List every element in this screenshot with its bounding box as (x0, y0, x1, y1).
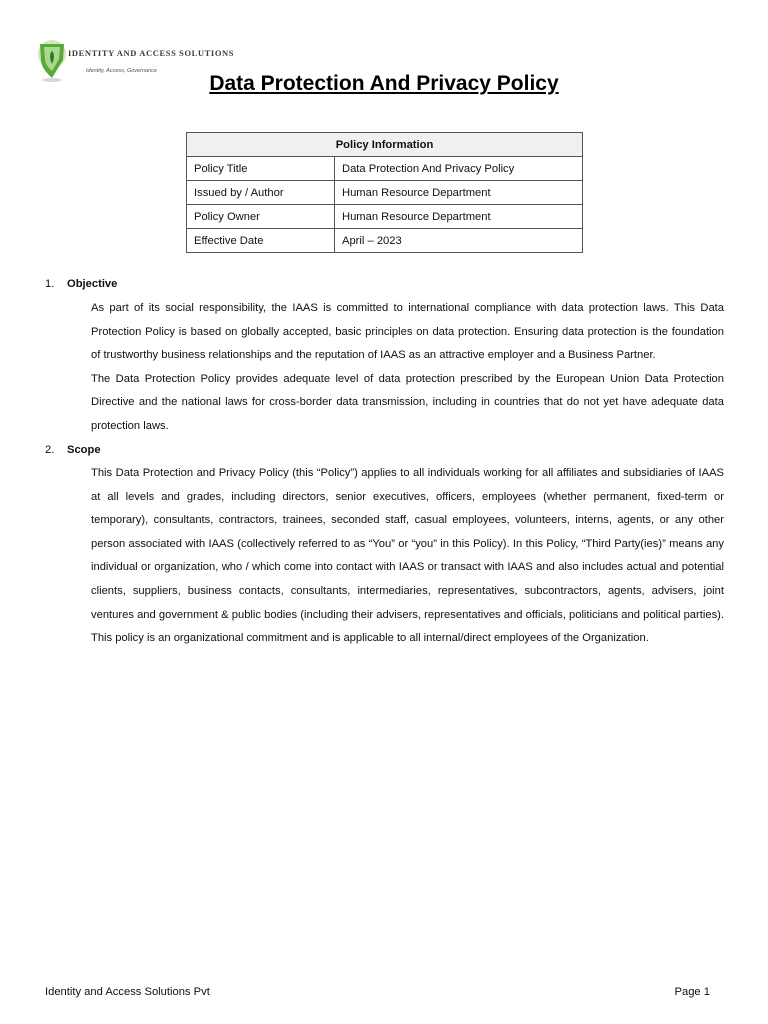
row-label: Policy Owner (187, 205, 335, 229)
row-value: April – 2023 (335, 229, 583, 253)
section-title: Objective (67, 278, 118, 290)
row-value: Human Resource Department (335, 205, 583, 229)
company-name: IDENTITY AND ACCESS SOLUTIONS (68, 48, 235, 58)
paragraph: As part of its social responsibility, the IAAS is committed to international compliance with data protection laws. This Data Protection Policy is based on globally accepted, basic principles on data protection. Ensuring data protection is the foundation of trustworthy business relationships and the reputation of IAAS as an attractive employer and a Business Partner. (91, 302, 724, 362)
table-row (187, 181, 583, 205)
section-number: 2. (45, 444, 55, 456)
row-value: Data Protection And Privacy Policy (335, 157, 583, 181)
row-label: Policy Title (187, 157, 335, 181)
section-heading-objective (45, 278, 117, 290)
table-heading: Policy Information (187, 133, 583, 157)
row-label: Issued by / Author (187, 181, 335, 205)
paragraph: This Data Protection and Privacy Policy (this “Policy”) applies to all individuals working for all affiliates and subsidiaries of IAAS at all levels and grades, including directors, senior executives, officers, employees (whether permanent, fixed-term or temporary), consultants, contractors, trainees, seconded staff, casual employees, volunteers, interns, agents, or any other person associated with IAAS (collectively referred to as “You” or “you” in this Policy). In this Policy, “Third Party(ies)” means any individual or organization, who / which come into contact with IAAS or transact with IAAS and also includes actual and potential clients, suppliers, business contacts, consultants, intermediaries, representatives, subcontractors, agents, advisers, joint ventures and government & public bodies (including their advisers, representatives and officials, politicians and political parties). This policy is an organizational commitment and is applicable to all internal/direct employees of the Organization. (91, 467, 724, 645)
policy-info-table (186, 132, 583, 253)
footer-company: Identity and Access Solutions Pvt (45, 986, 210, 998)
section-body-objective (91, 297, 724, 439)
table-row (187, 205, 583, 229)
company-tagline: Identity, Access, Governance (86, 68, 157, 74)
paragraph: The Data Protection Policy provides adequate level of data protection prescribed by the European Union Data Protection Directive and the national laws for cross-border data transmission, including in countries that do not yet have adequate data protection laws. (91, 372, 724, 432)
page-title: Data Protection And Privacy Policy (209, 72, 559, 95)
section-number: 1. (45, 278, 55, 290)
table-row (187, 157, 583, 181)
table-header-row (187, 133, 583, 157)
table-row (187, 229, 583, 253)
row-label: Effective Date (187, 229, 335, 253)
section-heading-scope (45, 444, 101, 456)
section-title: Scope (67, 444, 101, 456)
section-body-scope (91, 462, 724, 651)
footer-page-number: Page 1 (674, 986, 710, 998)
row-value: Human Resource Department (335, 181, 583, 205)
